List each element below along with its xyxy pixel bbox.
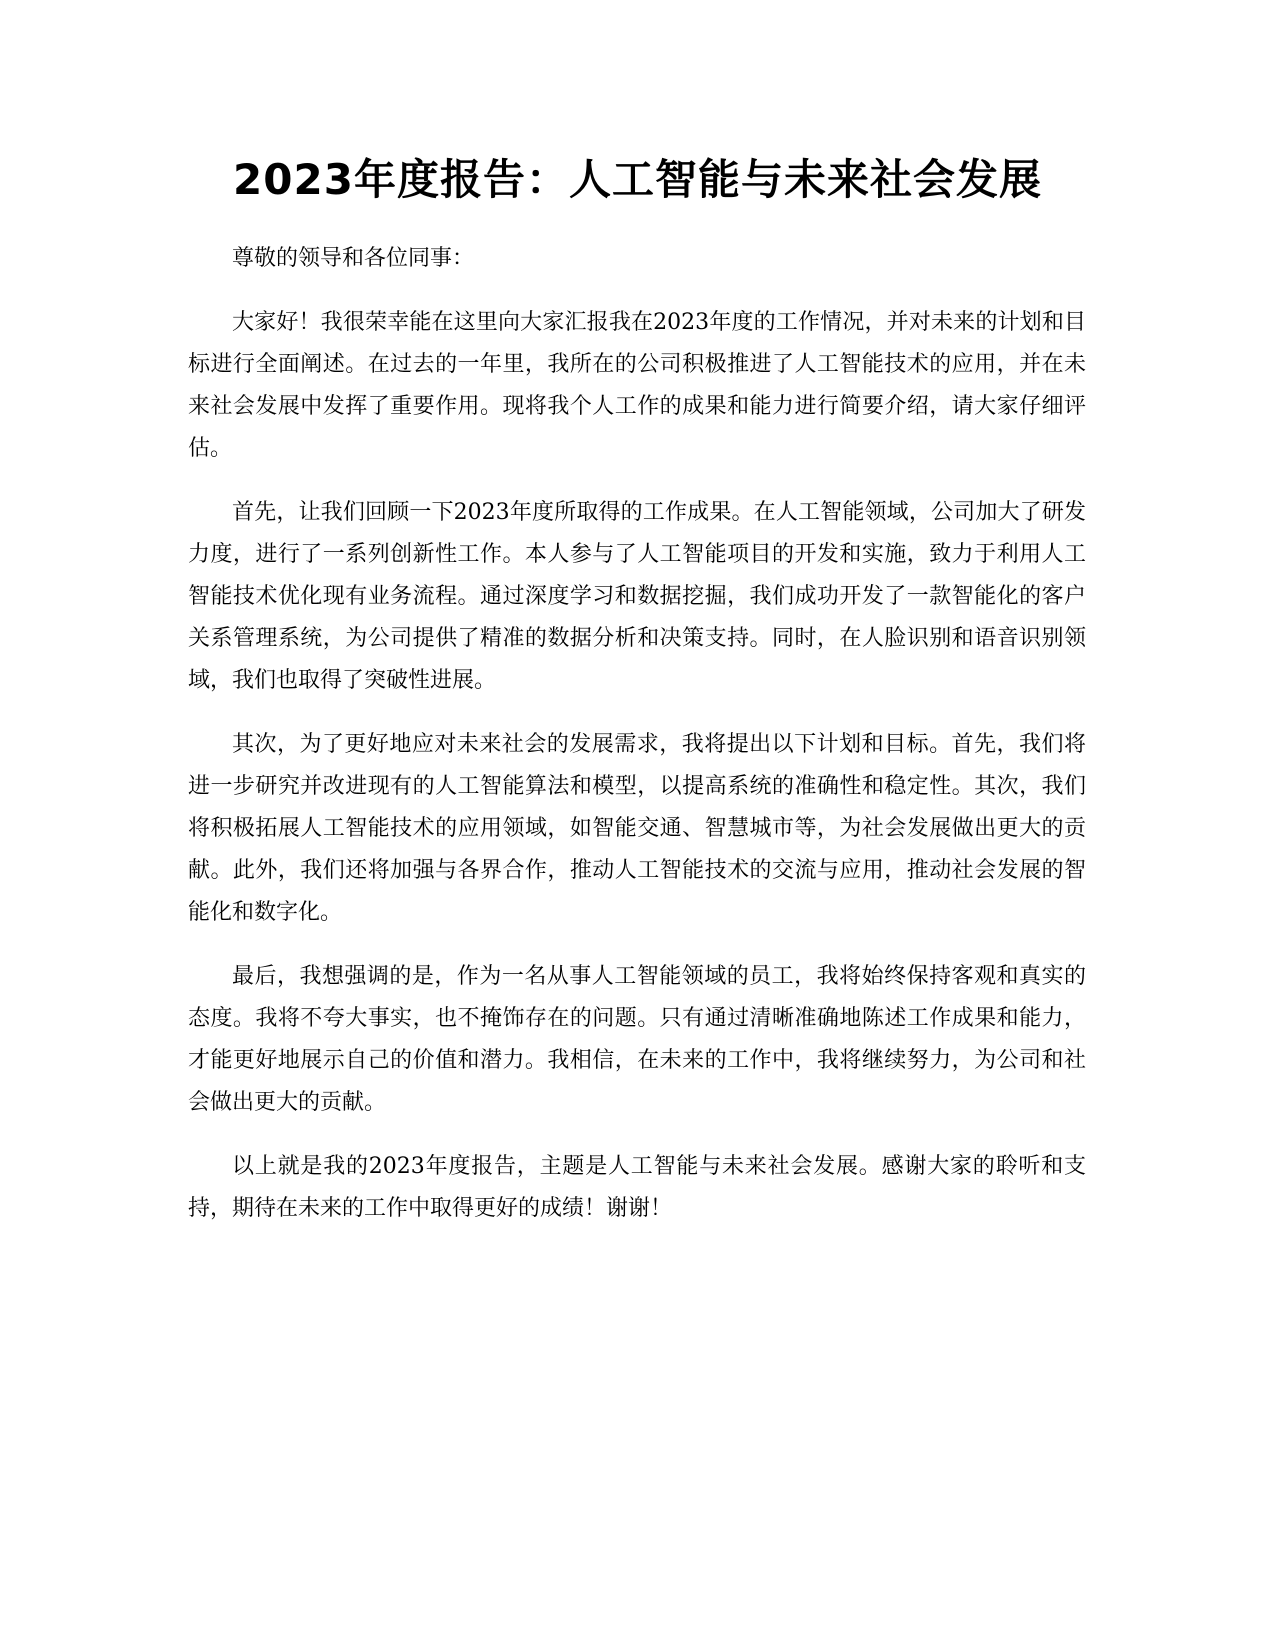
salutation-paragraph: 尊敬的领导和各位同事： [232,246,475,271]
closing-paragraph: 以上就是我的2023年度报告，主题是人工智能与未来社会发展。感谢大家的聆听和支持，期待在未来的工作中取得更好的成绩！谢谢！ [188,1154,1086,1221]
achievements-paragraph: 首先，让我们回顾一下2023年度所取得的工作成果。在人工智能领域，公司加大了研发力度，进行了一系列创新性工作。本人参与了人工智能项目的开发和实施，致力于利用人工智能技术优化现有业务流程。通过深度学习和数据挖掘，我们成功开发了一款智能化的客户关系管理系统，为公司提供了精准的数据分析和决策支持。同时，在人脸识别和语音识别领域，我们也取得了突破性进展。 [188,500,1086,693]
document-body [188,238,1086,1252]
plans-paragraph: 其次，为了更好地应对未来社会的发展需求，我将提出以下计划和目标。首先，我们将进一步研究并改进现有的人工智能算法和模型，以提高系统的准确性和稳定性。其次，我们将积极拓展人工智能技术的应用领域，如智能交通、智慧城市等，为社会发展做出更大的贡献。此外，我们还将加强与各界合作，推动人工智能技术的交流与应用，推动社会发展的智能化和数字化。 [188,732,1086,925]
document-title: 2023年度报告：人工智能与未来社会发展 [233,155,1042,204]
intro-paragraph: 大家好！我很荣幸能在这里向大家汇报我在2023年度的工作情况，并对未来的计划和目标进行全面阐述。在过去的一年里，我所在的公司积极推进了人工智能技术的应用，并在未来社会发展中发挥了重要作用。现将我个人工作的成果和能力进行简要介绍，请大家仔细评估。 [188,310,1086,461]
attitude-paragraph: 最后，我想强调的是，作为一名从事人工智能领域的员工，我将始终保持客观和真实的态度。我将不夸大事实，也不掩饰存在的问题。只有通过清晰准确地陈述工作成果和能力，才能更好地展示自己的价值和潜力。我相信，在未来的工作中，我将继续努力，为公司和社会做出更大的贡献。 [188,964,1086,1115]
